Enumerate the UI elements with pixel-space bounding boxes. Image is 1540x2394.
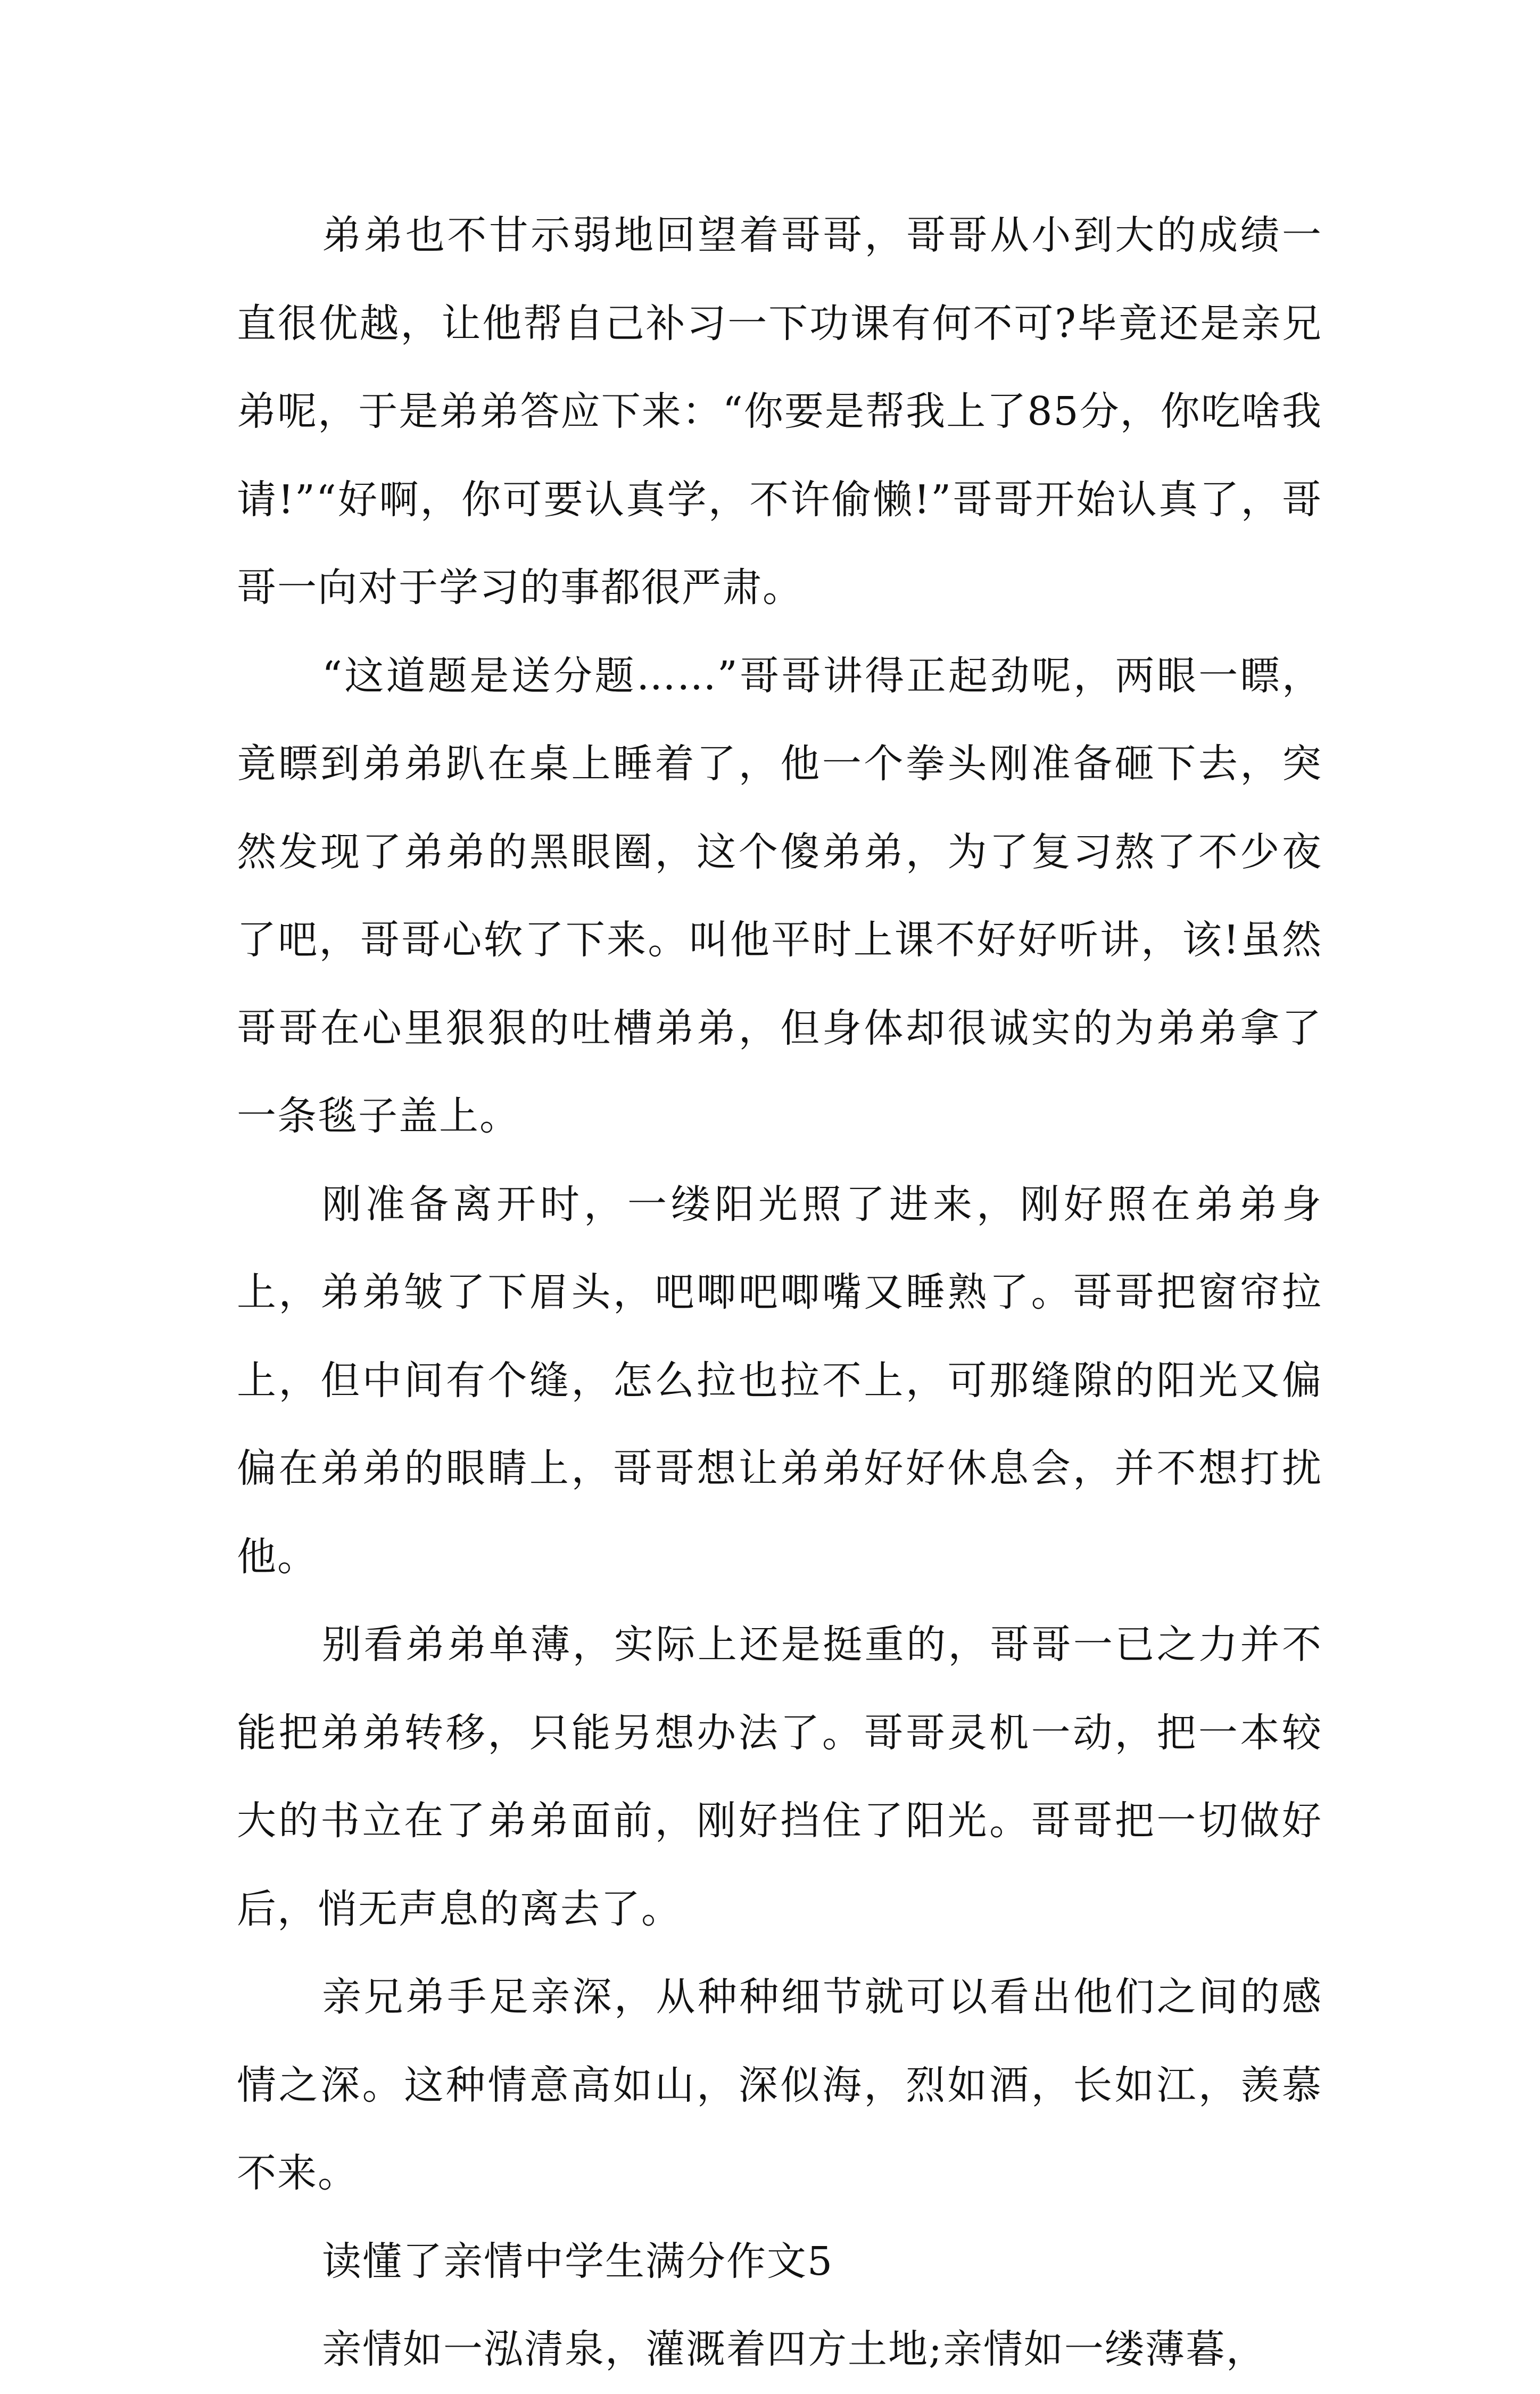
paragraph-2: “这道题是送分题……”哥哥讲得正起劲呢，两眼一瞟，竟瞟到弟弟趴在桌上睡着了，他一个拳头刚准备砸下去，突然发现了弟弟的黑眼圈，这个傻弟弟，为了复习熬了不少夜了吧，哥哥心软了下来。叫他平时上课不好好听讲，该!虽然哥哥在心里狠狠的吐槽弟弟，但身体却很诚实的为弟弟拿了一条毯子盖上。 xyxy=(237,653,1322,1139)
paragraph-5: 亲兄弟手足亲深，从种种细节就可以看出他们之间的感情之深。这种情意高如山，深似海，烈如酒，长如江，羡慕不来。 xyxy=(237,1974,1322,2196)
paragraph-4: 别看弟弟单薄，实际上还是挺重的，哥哥一已之力并不能把弟弟转移，只能另想办法了。哥哥灵机一动，把一本较大的书立在了弟弟面前，刚好挡住了阳光。哥哥把一切做好后，悄无声息的离去了。 xyxy=(237,1622,1322,1932)
paragraph-3: 刚准备离开时，一缕阳光照了进来，刚好照在弟弟身上，弟弟皱了下眉头，吧唧吧唧嘴又睡熟了。哥哥把窗帘拉上，但中间有个缝，怎么拉也拉不上，可那缝隙的阳光又偏偏在弟弟的眼睛上，哥哥想让弟弟好好休息会，并不想打扰他。 xyxy=(237,1181,1322,1580)
document-body xyxy=(237,192,1322,2394)
paragraph-6: 亲情如一泓清泉，灌溉着四方土地;亲情如一缕薄暮， xyxy=(322,2326,1266,2372)
essay-heading: 读懂了亲情中学生满分作文5 xyxy=(322,2238,834,2284)
paragraph-1: 弟弟也不甘示弱地回望着哥哥，哥哥从小到大的成绩一直很优越，让他帮自己补习一下功课有何不可?毕竟还是亲兄弟呢，于是弟弟答应下来：“你要是帮我上了85分，你吃啥我请!”“好啊，你可要认真学，不许偷懒!”哥哥开始认真了，哥哥一向对于学习的事都很严肃。 xyxy=(237,212,1322,610)
